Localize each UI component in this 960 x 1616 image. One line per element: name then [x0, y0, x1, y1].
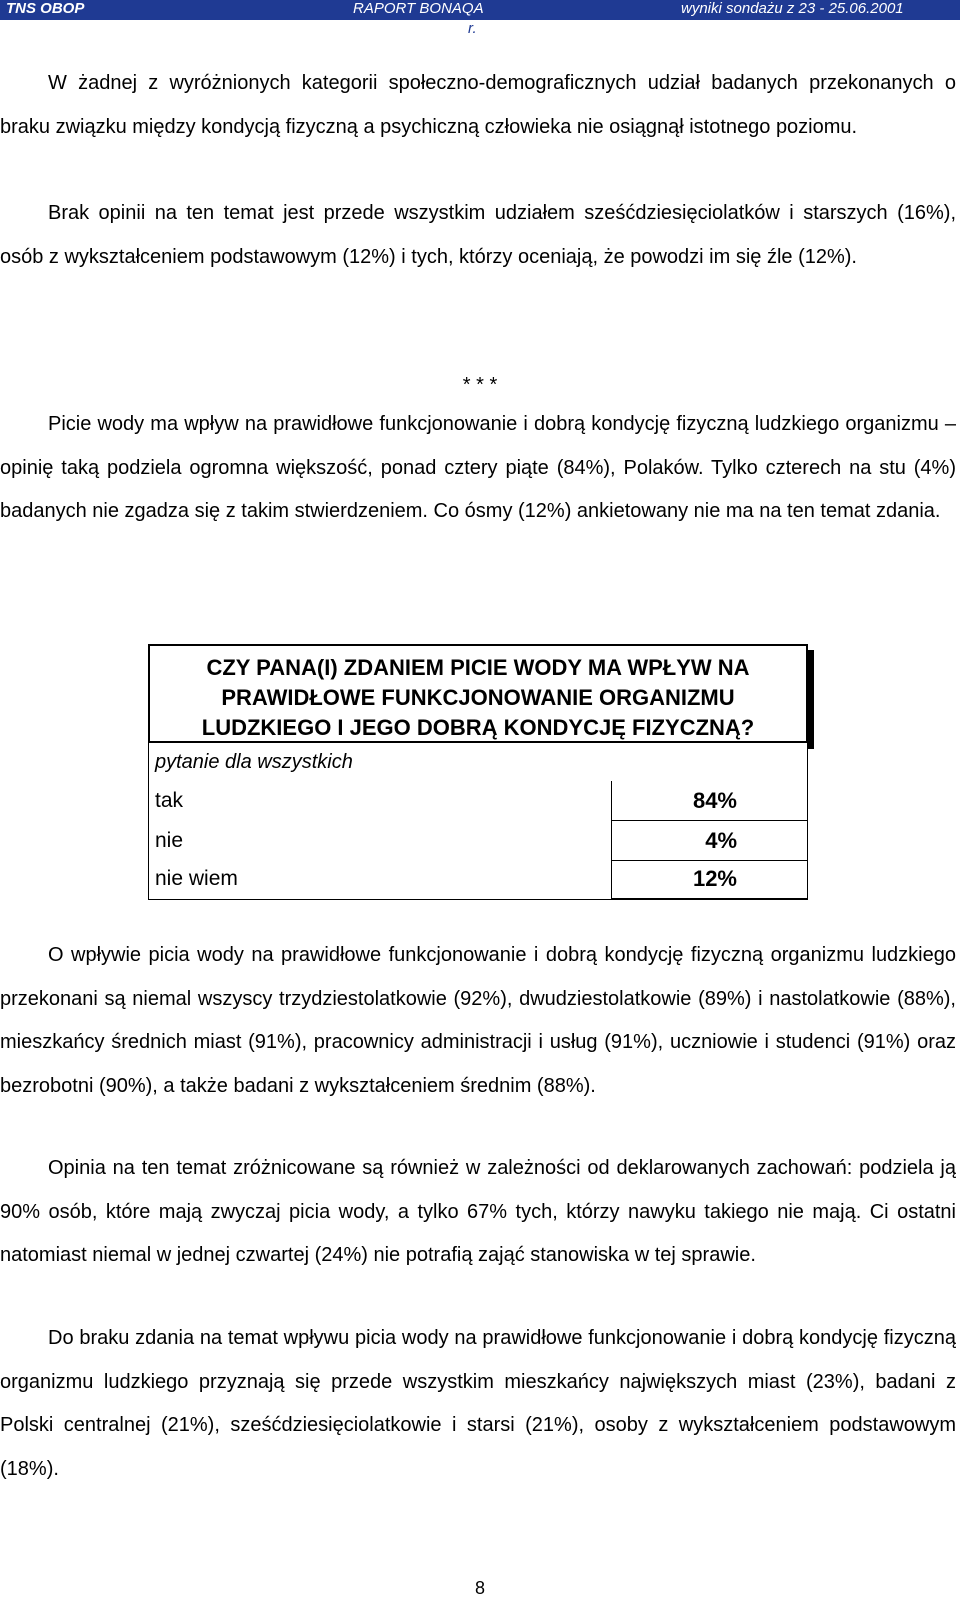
- paragraph-6: [0, 1317, 956, 1491]
- header-survey-dates: wyniki sondażu z 23 - 25.06.2001: [681, 0, 904, 17]
- row-value: 12%: [611, 859, 807, 899]
- header-report-title: RAPORT BONAQA: [353, 0, 484, 17]
- header-org: TNS OBOP: [6, 0, 85, 17]
- table-row: [149, 859, 807, 899]
- table-subtitle: pytanie dla wszystkich: [155, 751, 353, 773]
- row-value: 4%: [611, 821, 807, 861]
- question-box: [148, 644, 808, 743]
- report-header: [0, 0, 960, 20]
- table-row: [149, 821, 807, 861]
- question-line-3: LUDZKIEGO I JEGO DOBRĄ KONDYCJĘ FIZYCZNĄ?: [201, 715, 755, 740]
- paragraph-4-text: O wpływie picia wody na prawidłowe funkcjonowanie i dobrą kondycję fizyczną organizmu ludzkiego przekonani są niemal wszyscy trzydziestolatkowie (92%), dwudziestolatkowie (89%) i nastolatkowie (88%), mieszkańcy średnich miast (91%), pracownicy administracji i usług (91%), uczniowie i studenci (91%) oraz bezrobotni (90%), a także badani z wykształceniem średnim (88%).: [0, 944, 956, 1097]
- paragraph-2-text: Brak opinii na ten temat jest przede wszystkim udziałem sześćdziesięciolatków i starszych (16%), osób z wykształceniem podstawowym (12%) i tych, którzy oceniają, że powodzi im się źle (12%).: [0, 202, 956, 268]
- results-table: [148, 743, 808, 900]
- table-row: [149, 781, 807, 821]
- page-number: 8: [474, 1578, 485, 1598]
- paragraph-1: [0, 62, 956, 149]
- paragraph-1-text: W żadnej z wyróżnionych kategorii społeczno-demograficznych udział badanych przekonanych o braku związku między kondycją fizyczną a psychiczną człowieka nie osiągnął istotnego poziomu.: [0, 72, 956, 138]
- paragraph-5-text: Opinia na ten temat zróżnicowane są również w zależności od deklarowanych zachowań: podziela ją 90% osób, które mają zwyczaj picia wody, a tylko 67% tych, którzy nawyku takiego nie mają. Ci ostatni natomiast niemal w jednej czwartej (24%) nie potrafią zająć stanowiska w tej sprawie.: [0, 1157, 956, 1266]
- section-separator: * * *: [462, 374, 498, 396]
- row-label: nie: [155, 829, 184, 852]
- question-line-2: PRAWIDŁOWE FUNKCJONOWANIE ORGANIZMU: [221, 685, 735, 710]
- row-value: 84%: [611, 781, 807, 821]
- paragraph-6-text: Do braku zdania na temat wpływu picia wody na prawidłowe funkcjonowanie i dobrą kondycję fizyczną organizmu ludzkiego przyznają się przede wszystkim mieszkańcy największych miast (23%), badani z Polski centralnej (21%), sześćdziesięciolatkowie i starsi (21%), osoby z wykształceniem podstawowym (18%).: [0, 1327, 956, 1480]
- header-title-overflow: r.: [468, 20, 477, 37]
- paragraph-2: [0, 192, 956, 279]
- paragraph-5: [0, 1147, 956, 1278]
- paragraph-3-text: Picie wody ma wpływ na prawidłowe funkcjonowanie i dobrą kondycję fizyczną ludzkiego organizmu – opinię taką podziela ogromna większość, ponad cztery piąte (84%), Polaków. Tylko czterech na stu (4%) badanych nie zgadza się z takim stwierdzeniem. Co ósmy (12%) ankietowany nie ma na ten temat zdania.: [0, 413, 956, 522]
- question-line-1: CZY PANA(I) ZDANIEM PICIE WODY MA WPŁYW NA: [206, 655, 750, 680]
- paragraph-3: [0, 403, 956, 534]
- row-label: tak: [155, 789, 184, 812]
- row-label: nie wiem: [155, 867, 238, 890]
- paragraph-4: [0, 934, 956, 1108]
